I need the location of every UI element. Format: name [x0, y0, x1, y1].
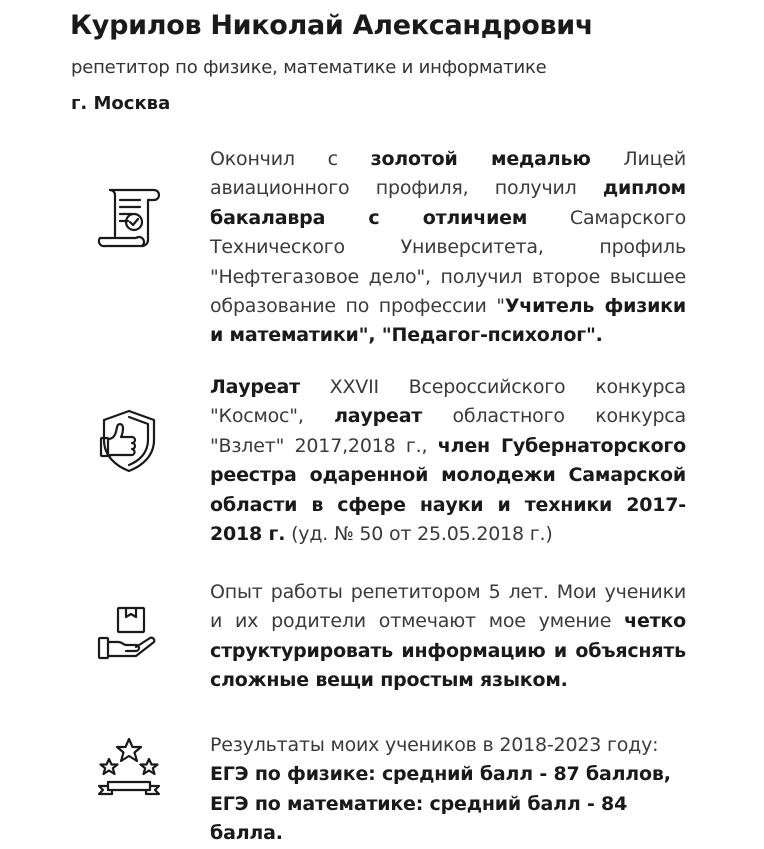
- awards-text: Лауреат XXVII Всероссийского конкурса "Космос", лауреат областного конкурса "Взлет" 2017,2018 г., член Губернаторского реестра одаренной молодежи Самарской области в сфере науки и техники 2017-2018 г. (уд. № 50 от 25.05.2018 г.): [210, 376, 686, 546]
- shield-thumbs-up-icon: [96, 408, 162, 474]
- tutor-subtitle: репетитор по физике, математике и информатике: [71, 57, 547, 78]
- tutor-name: Курилов Николай Александрович: [70, 10, 594, 41]
- stars-ribbon-icon: [96, 736, 162, 802]
- results-text: [210, 731, 686, 849]
- experience-text: Опыт работы репетитором 5 лет. Мои ученики и их родители отмечают мое умение четко структурировать информацию и объяснять сложные вещи простым языком.: [210, 581, 686, 692]
- results-physics: ЕГЭ по физике: средний балл - 87 баллов,: [210, 763, 671, 786]
- diploma-scroll-icon: [96, 184, 162, 250]
- education-text: Окончил с золотой медалью Лицей авиационного профиля, получил диплом бакалавра с отличием Самарского Технического Университета, профиль "Нефтегазовое дело", получил второе высшее образование по профессии "Учитель физики и математики", "Педагог-психолог".: [210, 148, 686, 347]
- tutor-city: г. Москва: [71, 93, 171, 114]
- hand-box-icon: [96, 600, 162, 666]
- results-math: ЕГЭ по математике: средний балл - 84 балла.: [210, 792, 628, 845]
- results-intro: Результаты моих учеников в 2018-2023 году:: [210, 734, 659, 756]
